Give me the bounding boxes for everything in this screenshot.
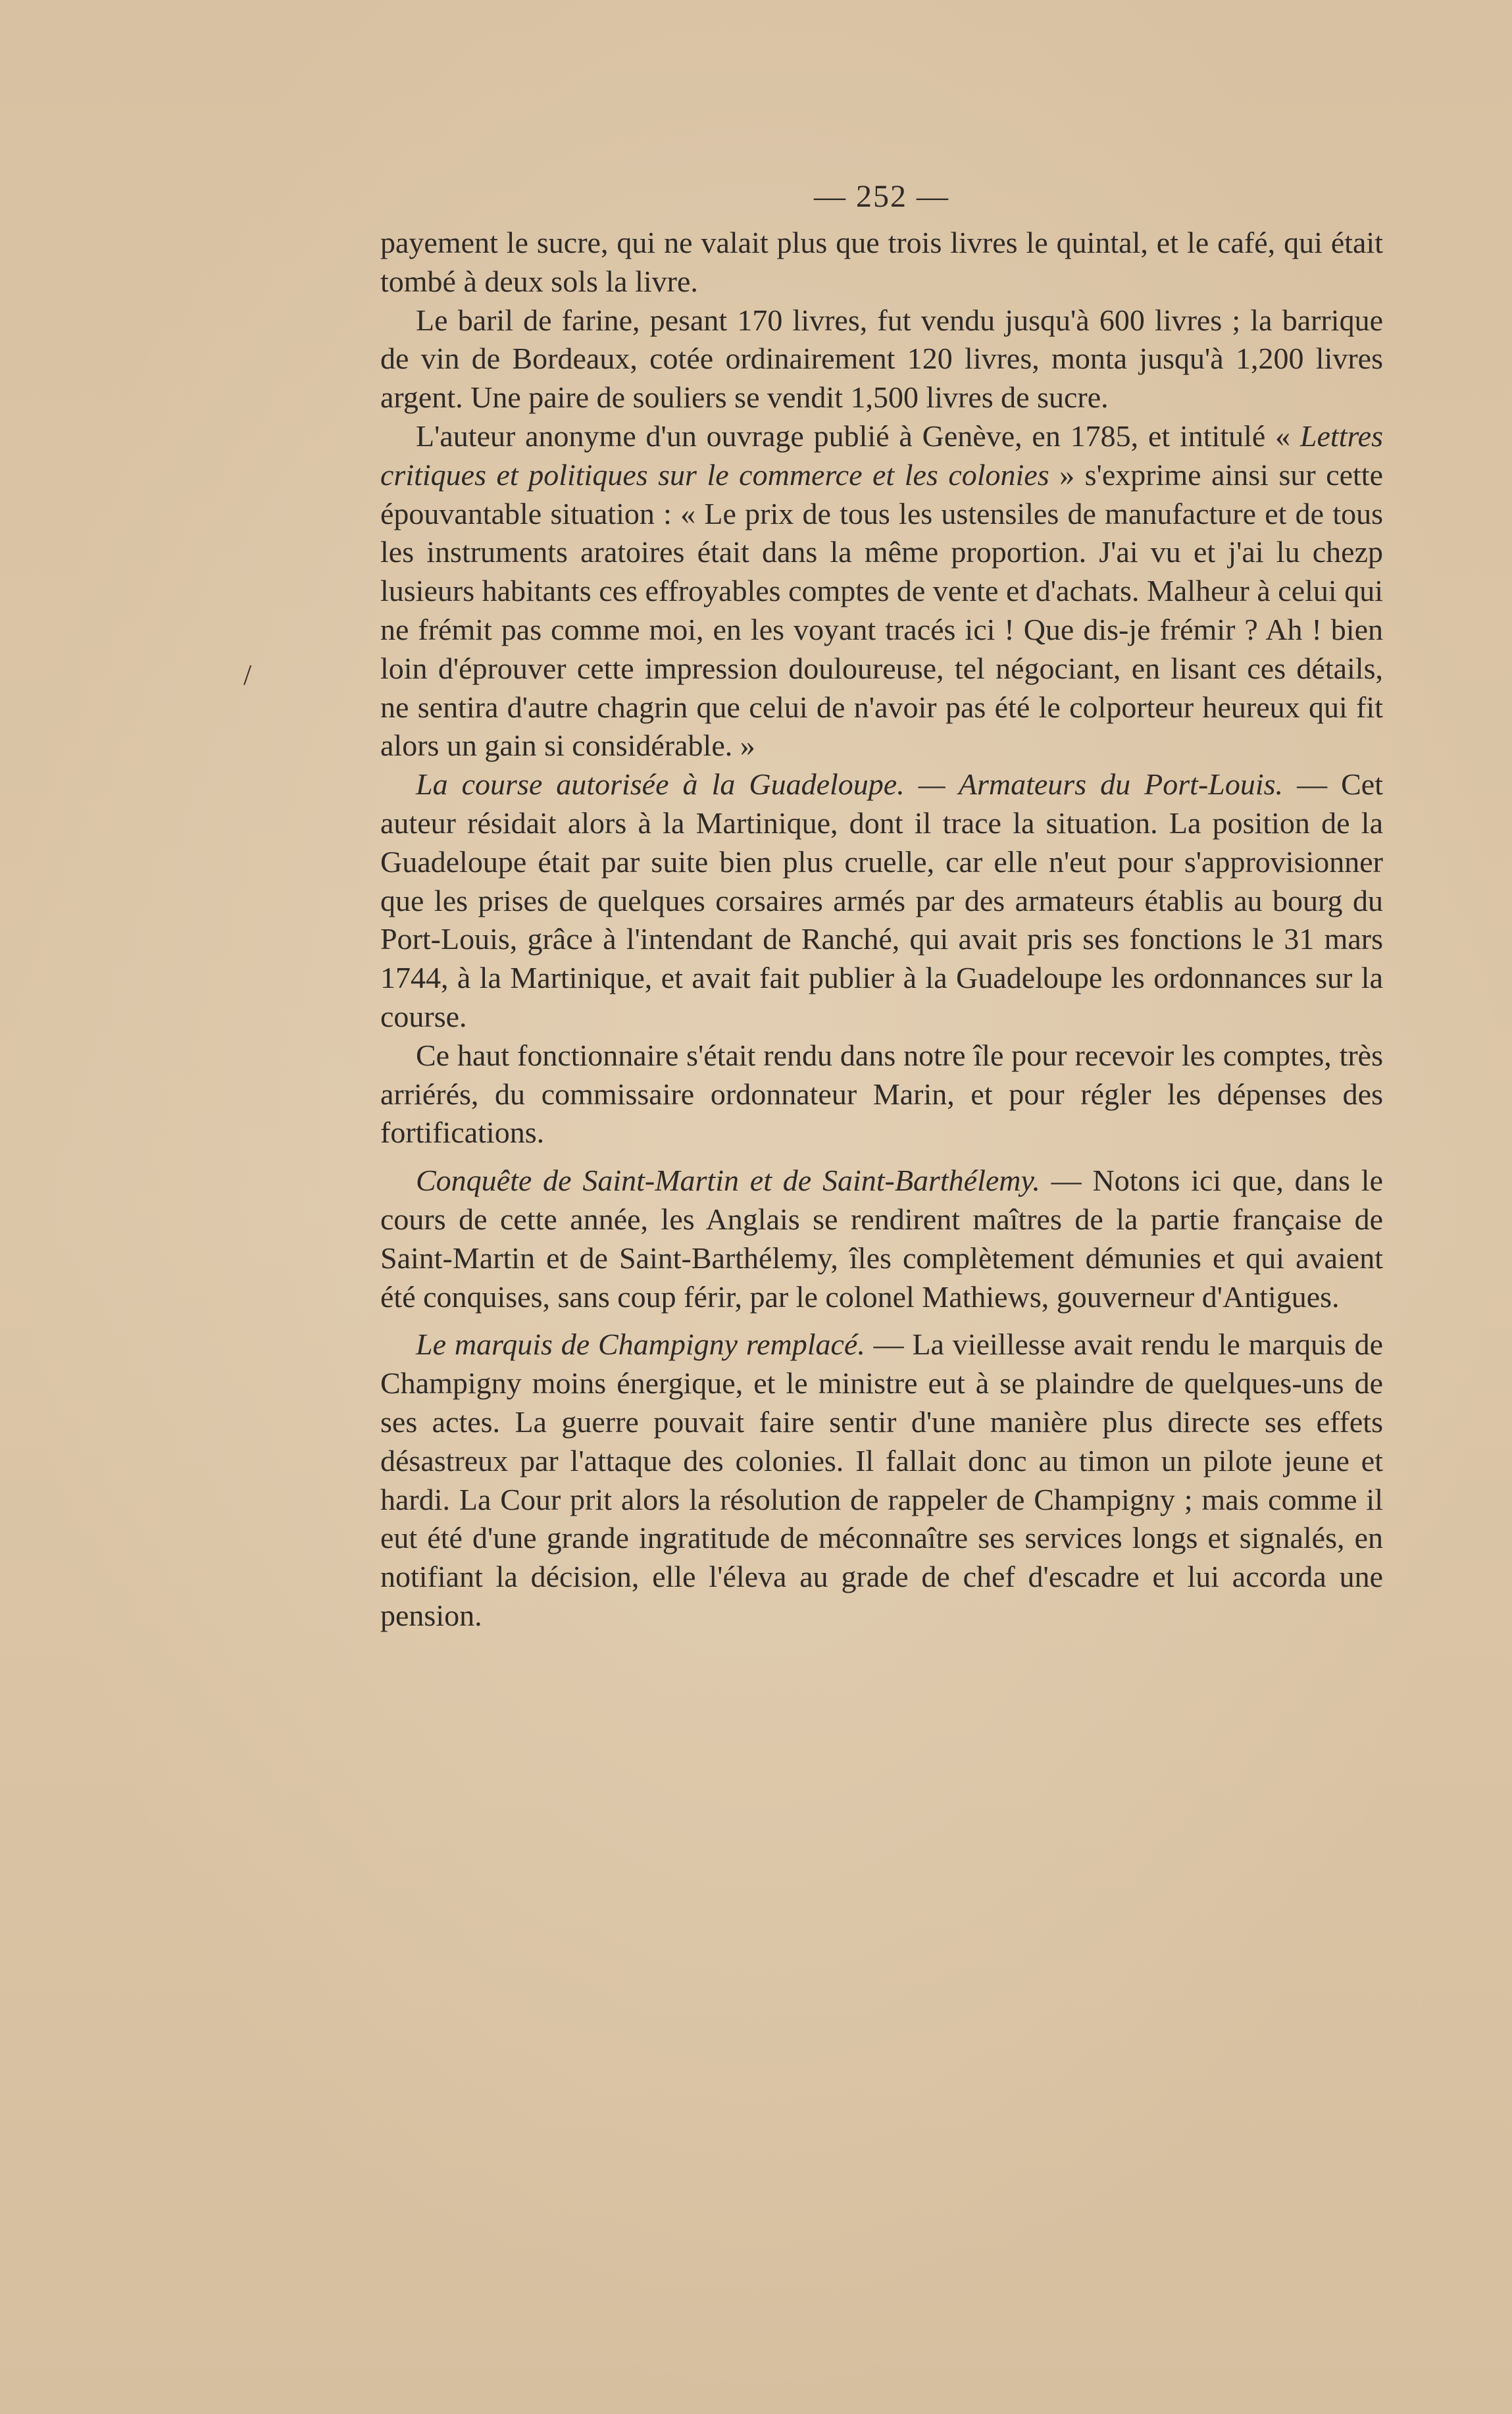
paragraph-continuation	[380, 224, 1383, 301]
margin-mark: /	[243, 659, 252, 691]
paragraph-text: Le baril de farine, pesant 170 livres, fut vendu jusqu'à 600 livres ; la barrique de vin de Bordeaux, cotée ordinairement 120 livres, monta jusqu'à 1,200 livres argent. Une paire de souliers se vendit 1,500 livres de sucre.	[380, 303, 1383, 415]
paragraph-text: — La vieillesse avait rendu le marquis de Champigny moins énergique, et le ministre eut à se plaindre de quelques-uns de ses actes. La guerre pouvait faire sentir d'une manière plus directe ses effets désastreux par l'attaque des colonies. Il fallait donc au timon un pilote jeune et hardi. La Cour prit alors la résolution de rappeler de Champigny ; mais comme il eut été d'une grande ingratitude de méconnaître ses services longs et signalés, en notifiant la décision, elle l'éleva au grade de chef d'escadre et lui accorda une pension.	[380, 1327, 1383, 1632]
paragraph-text: — Cet auteur résidait alors à la Martinique, dont il trace la situation. La position de la Guadeloupe était par suite bien plus cruelle, car elle n'eut pour s'approvisionner que les prises de quelques corsaires armés par des armateurs établis au bourg du Port-Louis, grâce à l'intendant de Ranché, qui avait pris ses fonctions le 31 mars 1744, à la Martinique, et avait fait publier à la Guadeloupe les ordonnances sur la course.	[380, 767, 1383, 1033]
paragraph-champigny	[380, 1325, 1383, 1635]
paragraph-text: — Notons ici que, dans le cours de cette année, les Anglais se rendirent maîtres de la partie française de Saint-Martin et de Saint-Barthélemy, îles complètement démunies et qui avaient été conquises, sans coup férir, par le colonel Mathiews, gouverneur d'Antigues.	[380, 1164, 1384, 1314]
page-body	[380, 179, 1384, 1635]
section-heading: Conquête de Saint-Martin et de Saint-Barthélemy.	[416, 1164, 1040, 1198]
paragraph-quotation	[380, 417, 1383, 765]
page-number: — 252 —	[814, 179, 949, 214]
paragraph-course-autorisee	[380, 765, 1383, 1037]
section-heading: Le marquis de Champigny remplacé.	[416, 1327, 865, 1362]
paragraph-fonctionnaire	[380, 1037, 1383, 1152]
paragraph-conquete	[380, 1162, 1383, 1316]
paragraph-text: payement le sucre, qui ne valait plus que trois livres le quintal, et le café, qui était tombé à deux sols la livre.	[380, 226, 1383, 298]
paragraph-text: » s'exprime ainsi sur cette épouvantable situation : « Le prix de tous les ustensiles de manufacture et de tous les instruments aratoires était dans la même proportion. J'ai vu et j'ai lu chezp lusieurs habitants ces effroyables comptes de vente et d'achats. Malheur à celui qui ne frémit pas comme moi, en les voyant tracés ici ! Que dis-je frémir ? Ah ! bien loin d'éprouver cette impression douloureuse, tel négociant, en lisant ces détails, ne sentira d'autre chagrin que celui de n'avoir pas été le colporteur heureux qui fit alors un gain si considérable. »	[380, 457, 1384, 763]
paragraph-intro: L'auteur anonyme d'un ouvrage publié à Genève, en 1785, et intitulé «	[416, 419, 1300, 453]
section-heading: La course autorisée à la Guadeloupe. — Armateurs du Port-Louis.	[416, 767, 1284, 802]
book-title: Lettres critiques et politiques sur le commerce et les colonies	[380, 419, 1383, 492]
paragraph-text: Ce haut fonctionnaire s'était rendu dans notre île pour recevoir les comptes, très arriérés, du commissaire ordonnateur Marin, et pour régler les dépenses des fortifications.	[380, 1038, 1383, 1150]
paragraph-prices	[380, 301, 1383, 417]
